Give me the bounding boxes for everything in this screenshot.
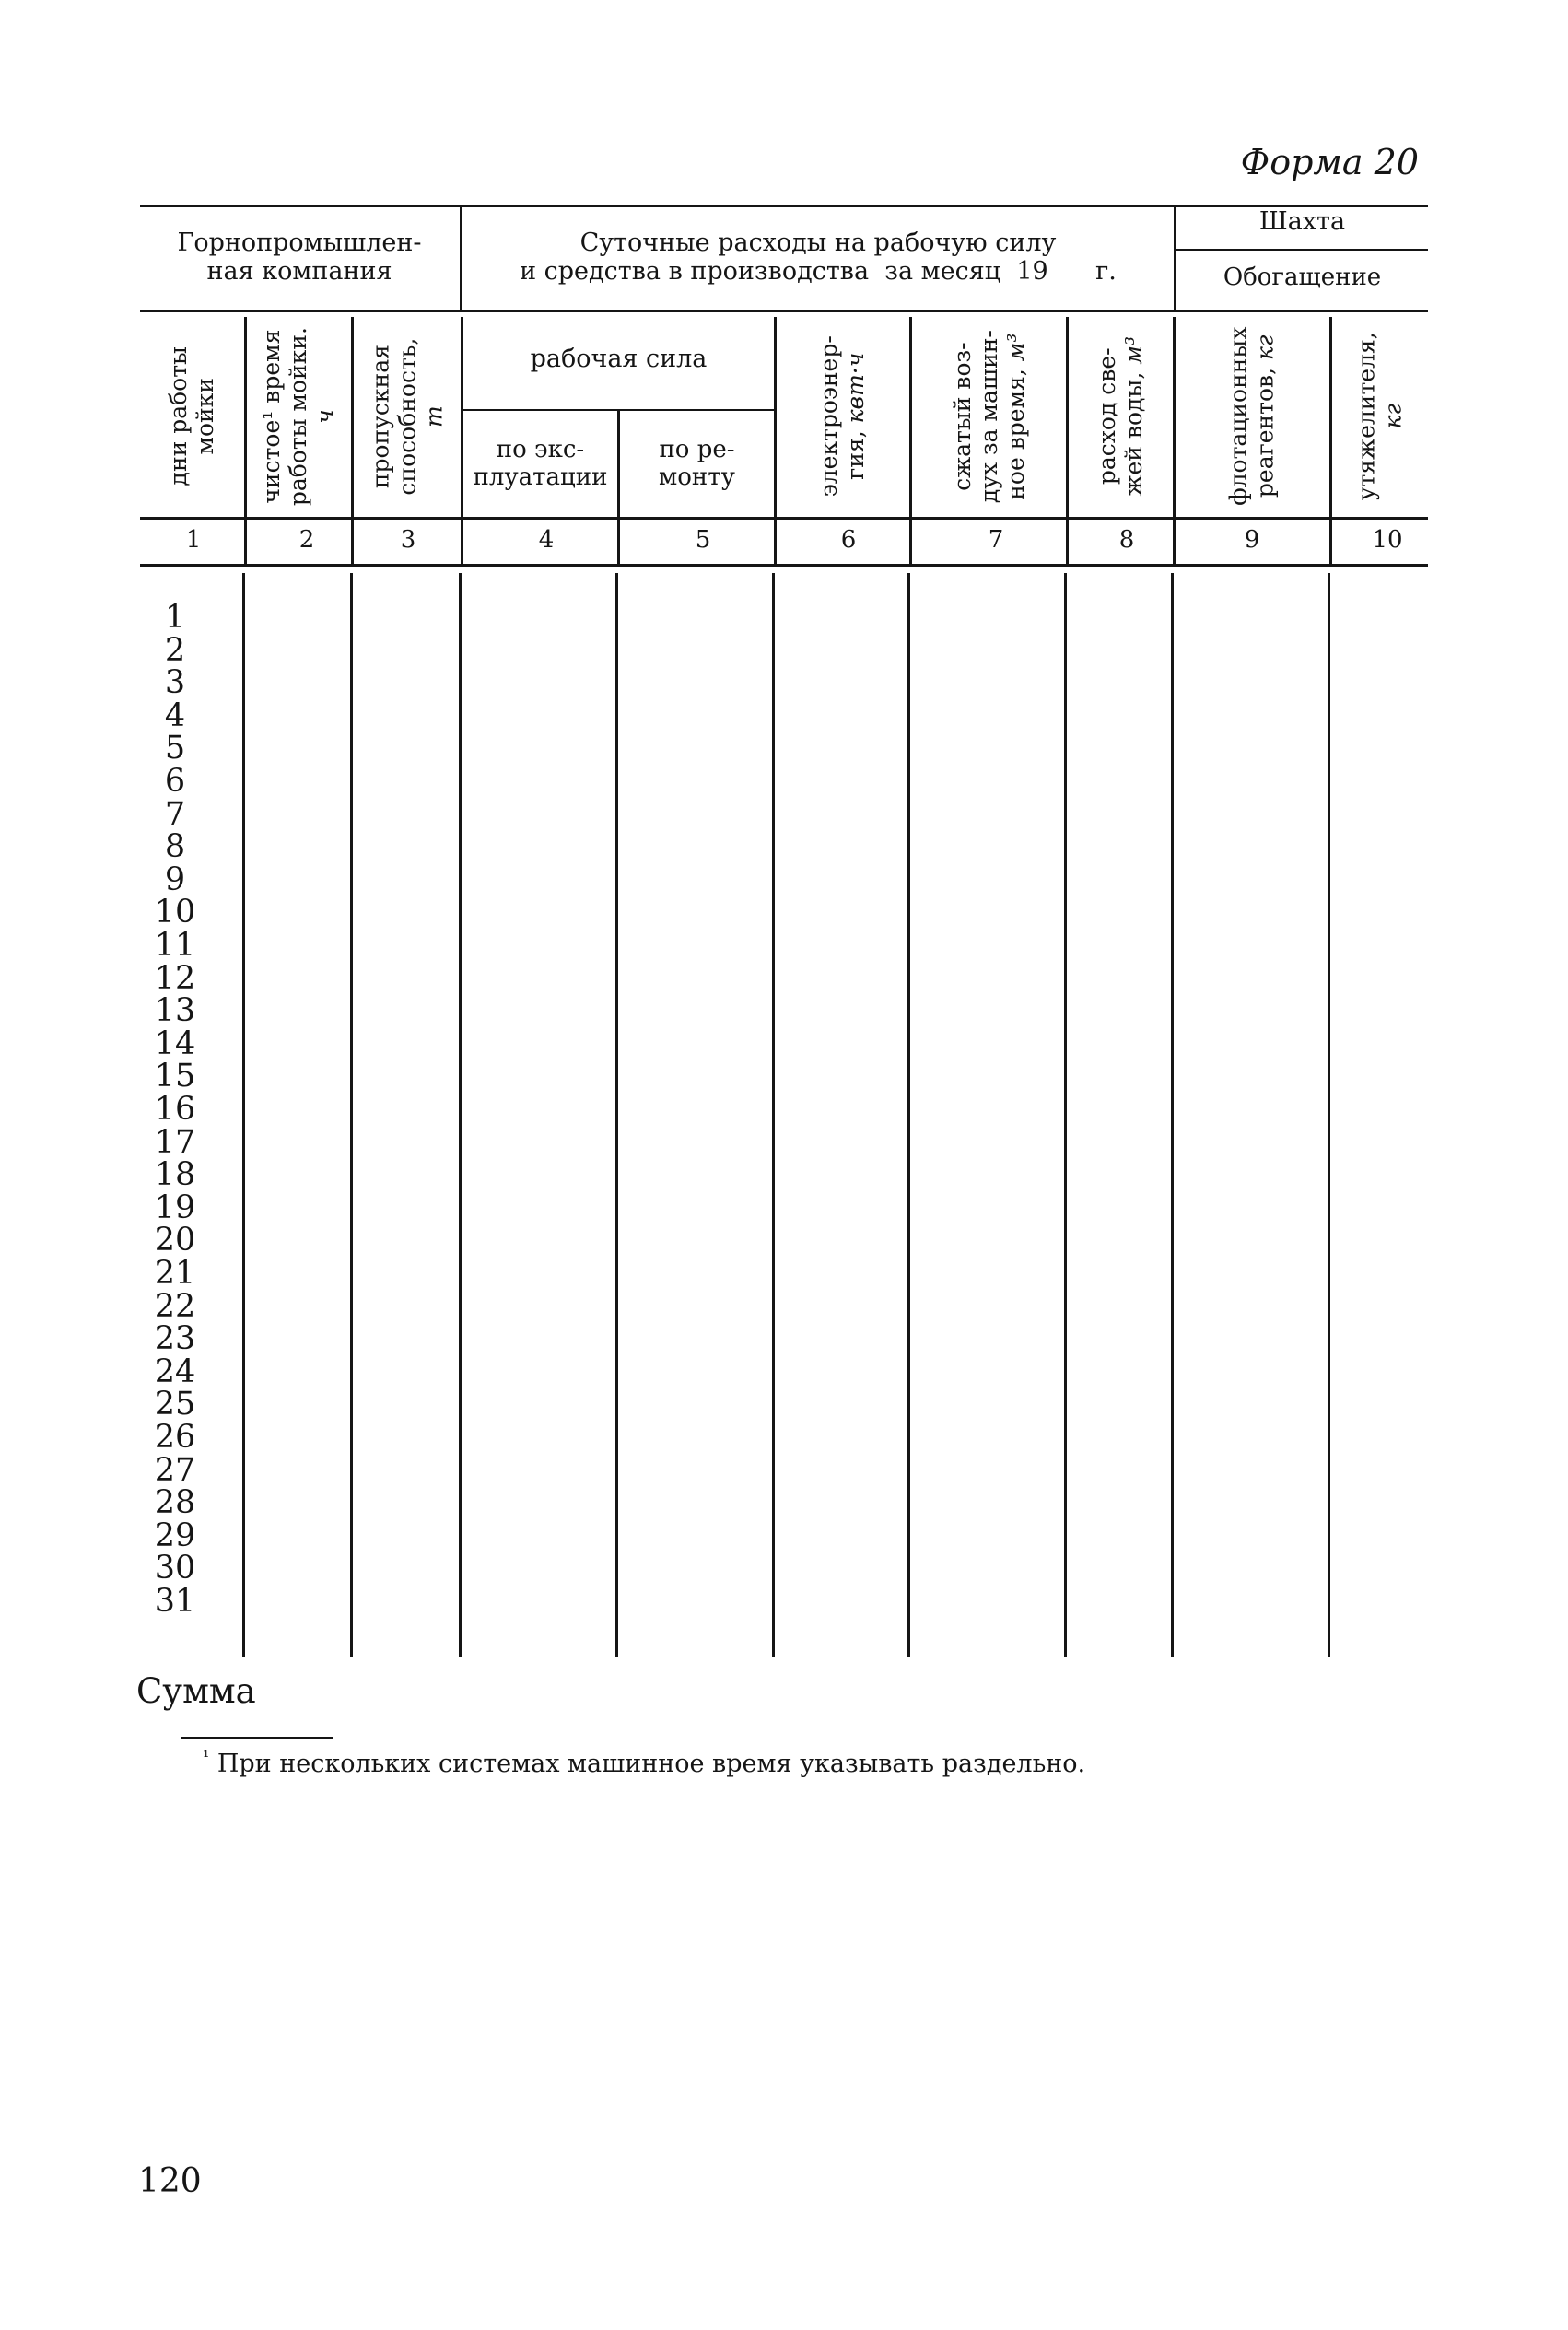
- col-number-5: 5: [695, 526, 711, 554]
- day-number: 13: [154, 992, 196, 1029]
- col-header-2-unit: ч: [310, 409, 338, 424]
- col-header-7-unit: м³: [1000, 333, 1028, 362]
- day-number: 29: [154, 1517, 196, 1554]
- col-header-6: [777, 317, 909, 516]
- column-header-bottom-rule: [140, 517, 1428, 520]
- col-header-1: [140, 317, 244, 516]
- col-header-3-unit: т: [419, 405, 447, 427]
- col-header-8-unit: м³: [1119, 336, 1147, 366]
- col-number-8: 8: [1118, 526, 1135, 554]
- day-number: 12: [154, 960, 196, 997]
- body-line-3: [459, 573, 462, 1657]
- col-number-1: 1: [185, 526, 202, 554]
- col-header-1-text: дни работы мойки: [164, 346, 218, 486]
- col-header-2-label: чистое¹ время работы мойки.: [258, 326, 312, 507]
- col-header-3-text: [368, 338, 447, 496]
- col-number-2: 2: [298, 526, 315, 554]
- col-number-9: 9: [1244, 526, 1260, 554]
- col-header-7: [912, 317, 1066, 516]
- day-number: 22: [154, 1288, 196, 1325]
- day-number: 15: [154, 1058, 196, 1095]
- col-header-8-text: [1094, 336, 1148, 496]
- header-bottom-rule: [140, 310, 1428, 312]
- footnote: [203, 1749, 1085, 1778]
- col-header-10-text: [1353, 333, 1407, 501]
- col-header-10: [1332, 317, 1428, 516]
- col-header-3: [354, 317, 461, 516]
- day-number: 23: [154, 1320, 196, 1357]
- day-number: 16: [154, 1091, 196, 1128]
- col-header-7-text: [949, 330, 1028, 503]
- day-number: 20: [154, 1222, 196, 1259]
- col-header-10-label: утяжелителя,: [1352, 332, 1380, 501]
- header-mine: Шахта: [1258, 207, 1346, 236]
- body-line-2: [350, 573, 353, 1657]
- body-line-1: [242, 573, 245, 1657]
- day-number: 25: [154, 1386, 196, 1423]
- sum-label: Сумма: [136, 1671, 256, 1711]
- day-number: 3: [164, 664, 186, 701]
- day-number: 14: [154, 1025, 196, 1062]
- col-header-2-text: [259, 327, 338, 506]
- col-header-9-label: флотационных реагентов,: [1224, 326, 1279, 507]
- column-numbers-bottom-rule: [140, 564, 1428, 567]
- day-number: 31: [154, 1583, 196, 1620]
- body-line-8: [1171, 573, 1174, 1657]
- col-header-9-text: [1226, 327, 1280, 506]
- form-title: Форма 20: [1240, 142, 1419, 182]
- col-header-2: [247, 317, 351, 516]
- day-number: 28: [154, 1484, 196, 1521]
- mine-beneficiation-rule: [1176, 249, 1428, 251]
- day-number: 4: [164, 697, 186, 734]
- col-header-7-label: сжатый воз- дух за машин- ное время,: [948, 329, 1028, 504]
- day-number: 19: [154, 1189, 196, 1226]
- col-number-6: 6: [840, 526, 857, 554]
- col-header-9: [1176, 317, 1329, 516]
- day-number: 6: [164, 763, 186, 800]
- body-line-7: [1064, 573, 1067, 1657]
- col-number-10: 10: [1372, 526, 1403, 554]
- col-header-9-unit: кг: [1251, 334, 1279, 361]
- day-number: 11: [154, 927, 196, 964]
- day-number: 10: [154, 894, 196, 931]
- body-line-6: [907, 573, 910, 1657]
- day-number: 26: [154, 1419, 196, 1456]
- header-company: Горнопромышлен- ная компания: [177, 228, 422, 287]
- header-daily-costs: Суточные расходы на рабочую силу и средства в производства за месяц 19 г.: [520, 228, 1117, 287]
- col-header-4: по экс- плуатации: [473, 436, 608, 491]
- day-number: 8: [164, 828, 186, 865]
- day-number: 9: [164, 861, 186, 898]
- day-number: 1: [164, 599, 186, 636]
- col-header-8: [1069, 317, 1173, 516]
- col-number-4: 4: [538, 526, 555, 554]
- day-number: 24: [154, 1353, 196, 1390]
- day-number: 17: [154, 1124, 196, 1161]
- col-header-6-text: [816, 335, 870, 497]
- col-header-5: по ре- монту: [659, 436, 735, 491]
- day-number: 5: [164, 730, 186, 767]
- footnote-mark: ¹: [203, 1748, 210, 1767]
- body-line-5: [772, 573, 775, 1657]
- col-header-8-label: расход све- жей воды,: [1093, 347, 1147, 497]
- page-number: 120: [138, 2162, 202, 2200]
- day-number: 7: [164, 796, 186, 833]
- day-number: 30: [154, 1550, 196, 1587]
- col-number-3: 3: [400, 526, 416, 554]
- header-beneficiation: Обогащение: [1223, 263, 1382, 291]
- day-number: 27: [154, 1452, 196, 1489]
- col-header-10-unit: кг: [1379, 404, 1406, 429]
- day-number: 21: [154, 1255, 196, 1292]
- day-number: 2: [164, 632, 186, 669]
- footnote-rule: [181, 1737, 333, 1739]
- col-number-7: 7: [988, 526, 1004, 554]
- body-line-4: [615, 573, 618, 1657]
- footnote-text: При нескольких системах машинное время указывать раздельно.: [216, 1750, 1086, 1778]
- day-number: 18: [154, 1156, 196, 1193]
- col-header-6-label: электроэнер- гия,: [815, 335, 870, 498]
- body-line-9: [1328, 573, 1330, 1657]
- col-header-3-label: пропускная способность,: [366, 337, 420, 496]
- col-header-6-unit: квт·ч: [842, 352, 870, 424]
- col-header-labor: рабочая сила: [530, 345, 708, 373]
